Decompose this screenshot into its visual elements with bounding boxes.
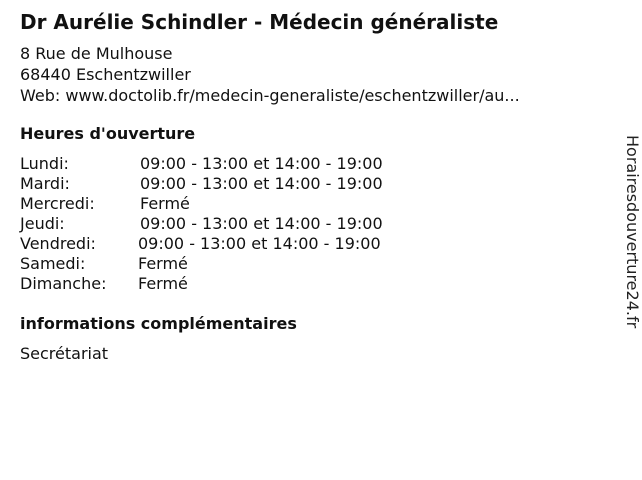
hours-row-friday [20, 234, 440, 254]
opening-hours-list [20, 154, 440, 294]
day-hours: 09:00 - 13:00 et 14:00 - 19:00 [138, 234, 381, 253]
hours-row-sunday [20, 274, 440, 294]
day-hours: Fermé [138, 274, 188, 293]
day-label: Mercredi: [20, 194, 95, 213]
page-title: Dr Aurélie Schindler - Médecin généraliste [20, 10, 499, 34]
hours-row-saturday [20, 254, 440, 274]
hours-row-wednesday [20, 194, 440, 214]
opening-hours-heading: Heures d'ouverture [20, 124, 196, 143]
hours-row-thursday [20, 214, 440, 234]
site-watermark: Horairesdouverture24.fr [623, 135, 642, 329]
address-street: 8 Rue de Mulhouse [20, 44, 173, 63]
day-hours: 09:00 - 13:00 et 14:00 - 19:00 [140, 174, 383, 193]
address-city: 68440 Eschentzwiller [20, 65, 191, 84]
address-block [20, 43, 520, 106]
website-link[interactable]: Web: www.doctolib.fr/medecin-generaliste/eschentzwiller/au... [20, 86, 520, 105]
day-label: Lundi: [20, 154, 69, 173]
day-label: Mardi: [20, 174, 70, 193]
hours-row-tuesday [20, 174, 440, 194]
additional-info-text: Secrétariat [20, 344, 109, 363]
day-label: Vendredi: [20, 234, 96, 253]
hours-row-monday [20, 154, 440, 174]
day-hours: Fermé [138, 254, 188, 273]
day-label: Dimanche: [20, 274, 107, 293]
day-hours: 09:00 - 13:00 et 14:00 - 19:00 [140, 214, 383, 233]
day-hours: 09:00 - 13:00 et 14:00 - 19:00 [140, 154, 383, 173]
day-label: Jeudi: [20, 214, 65, 233]
day-hours: Fermé [140, 194, 190, 213]
day-label: Samedi: [20, 254, 86, 273]
additional-info-heading: informations complémentaires [20, 314, 297, 333]
